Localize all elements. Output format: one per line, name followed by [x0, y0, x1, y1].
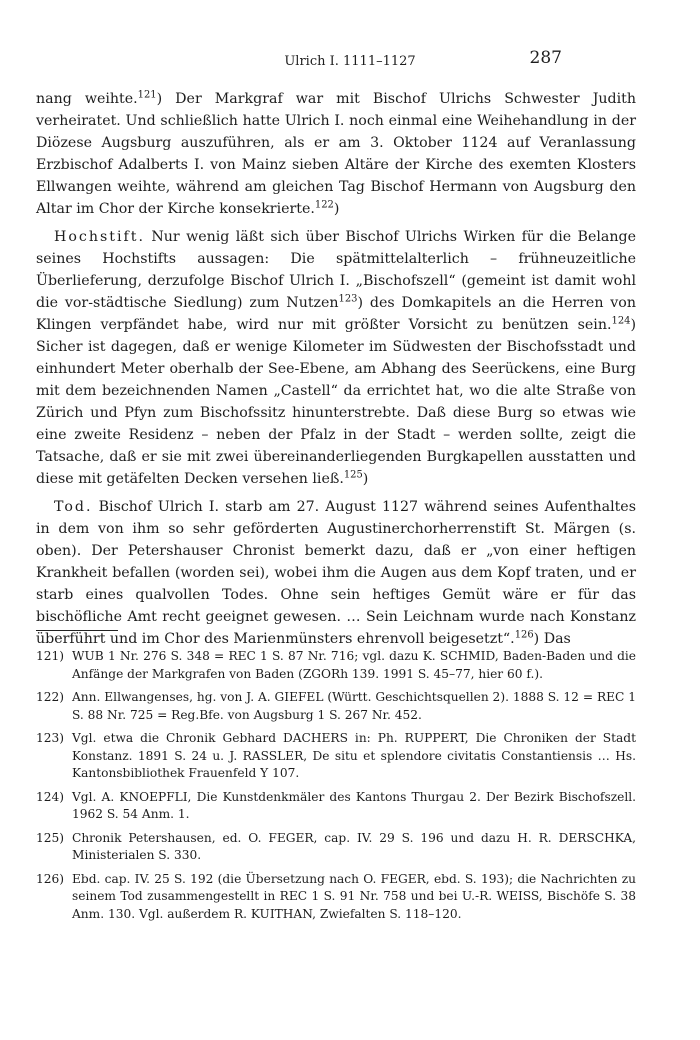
- footnote-text: WUB 1 Nr. 276 S. 348 = REC 1 S. 87 Nr. 716; vgl. dazu K. SCHMID, Baden-Baden und die Anfänge der Markgrafen von Baden (ZGORh 139. 1991 S. 45–77, hier 60 f.).: [72, 649, 636, 681]
- footnote-ref: 122: [314, 199, 334, 211]
- text-run: ) des Domkapitels an die Herren von Klingen verpfändet habe, wird nur mit größter Vorsicht zu benützen sein.: [36, 295, 636, 333]
- footnote: [36, 830, 636, 865]
- footnote: [36, 689, 636, 724]
- text-run: Bischof Ulrich I. starb am 27. August 1127 während seines Aufenthaltes in dem von ihm so sehr geförderten Augustinerchorherrenstift St. Märgen (s. oben). Der Petershauser Chronist bemerkt dazu, daß er „von einer heftigen Krankheit befallen (worden sei), wobei ihm die Augen aus dem Kopf traten, und er starb eines qualvollen Todes. Ohne sein heftiges Gemüt wäre er für das bischöfliche Amt recht geeignet gewesen. … Sein Leichnam wurde nach Konstanz überführt und im Chor des Marienmünsters ehrenvoll beigesetzt“.: [36, 499, 636, 647]
- section-heading-tod: Tod.: [54, 499, 93, 515]
- footnote-ref: 121: [137, 89, 157, 101]
- footnote-text: Vgl. etwa die Chronik Gebhard DACHERS in: Ph. RUPPERT, Die Chroniken der Stadt Konstanz. 1891 S. 24 u. J. RASSLER, De situ et splendore civitatis Constantiensis … Hs. Kantonsbibliothek Frauenfeld Y 107.: [72, 731, 636, 780]
- footnotes: [36, 648, 636, 929]
- footnote-text: Vgl. A. KNOEPFLI, Die Kunstdenkmäler des Kantons Thurgau 2. Der Bezirk Bischofszell. 1962 S. 54 Anm. 1.: [72, 789, 636, 821]
- paragraph-hochstift: [36, 226, 636, 490]
- footnote-ref: 123: [338, 293, 358, 305]
- paragraph-1: [36, 88, 636, 220]
- footnote: [36, 871, 636, 924]
- running-title: Ulrich I. 1111–1127: [284, 54, 416, 69]
- footnote: [36, 648, 636, 683]
- text-run: ) Sicher ist dagegen, daß er wenige Kilometer im Südwesten der Bischofsstadt und einhundert Meter oberhalb der See-Ebene, am Abhang des Seerückens, eine Burg mit dem bezeichnenden Namen „Castell“ da errichtet hat, wo die alte Straße von Zürich und Pfyn zum Bischofssitz hinunterstrebte. Daß diese Burg so etwas wie eine zweite Residenz – neben der Pfalz in der Stadt – werden sollte, zeigt die Tatsache, daß er sie mit zwei übereinanderliegenden Burgkapellen ausstatten und diese mit getäfelten Decken versehen ließ.: [36, 317, 636, 487]
- text-run: ): [362, 471, 369, 487]
- body-text: [36, 88, 636, 656]
- footnote-ref: 126: [514, 629, 534, 641]
- footnote-separator: [36, 630, 118, 631]
- footnote-number: 125): [36, 830, 65, 845]
- footnote-ref: 124: [611, 315, 631, 327]
- footnote-number: 123): [36, 731, 65, 745]
- text-run: Nur wenig läßt sich über Bischof Ulrichs Wirken für die Belange seines Hochstifts aussagen: Die spätmittelalterlich – frühneuzeitliche Überlieferung, derzufolge Bischof Ulrich I. „Bischofszell“ (gemeint ist damit wohl die vor-städtische Siedlung) zum Nutzen: [36, 229, 636, 311]
- text-run: nang weihte.: [36, 91, 138, 107]
- page-number: 287: [529, 48, 562, 68]
- paragraph-tod: [36, 496, 636, 650]
- section-heading-hochstift: Hochstift.: [54, 229, 145, 245]
- text-run: ) Der Markgraf war mit Bischof Ulrichs Schwester Judith verheiratet. Und schließlich hatte Ulrich I. noch einmal eine Weihehandlung in der Diözese Augsburg auszuführen, als er am 3. Oktober 1124 auf Veranlassung Erzbischof Adalberts I. von Mainz sieben Altäre der Kirche des exemten Klosters Ellwangen weihte, während am gleichen Tag Bischof Hermann von Augsburg den Altar im Chor der Kirche konsekrierte.: [36, 91, 637, 217]
- footnote-ref: 125: [343, 469, 363, 481]
- footnote-text: Ann. Ellwangenses, hg. von J. A. GIEFEL (Württ. Geschichtsquellen 2). 1888 S. 12 = REC 1 S. 88 Nr. 725 = Reg.Bfe. von Augsburg 1 S. 267 Nr. 452.: [72, 690, 636, 722]
- footnote: [36, 789, 636, 824]
- footnote-number: 126): [36, 871, 65, 886]
- text-run: ) Das: [533, 631, 571, 647]
- footnote-text: Ebd. cap. IV. 25 S. 192 (die Übersetzung nach O. FEGER, ebd. S. 193); die Nachrichten zu seinem Tod zusammengestellt in REC 1 S. 91 Nr. 758 und bei U.-R. WEISS, Bischöfe S. 38 Anm. 130. Vgl. außerdem R. KUITHAN, Zwiefalten S. 118–120.: [72, 871, 636, 921]
- footnote-number: 124): [36, 789, 65, 804]
- footnote: [36, 730, 636, 783]
- footnote-number: 121): [36, 649, 65, 663]
- text-run: ): [333, 201, 340, 217]
- footnote-number: 122): [36, 690, 65, 704]
- footnote-text: Chronik Petershausen, ed. O. FEGER, cap. IV. 29 S. 196 und dazu H. R. DERSCHKA, Ministerialen S. 330.: [72, 830, 636, 862]
- running-head: [0, 48, 700, 74]
